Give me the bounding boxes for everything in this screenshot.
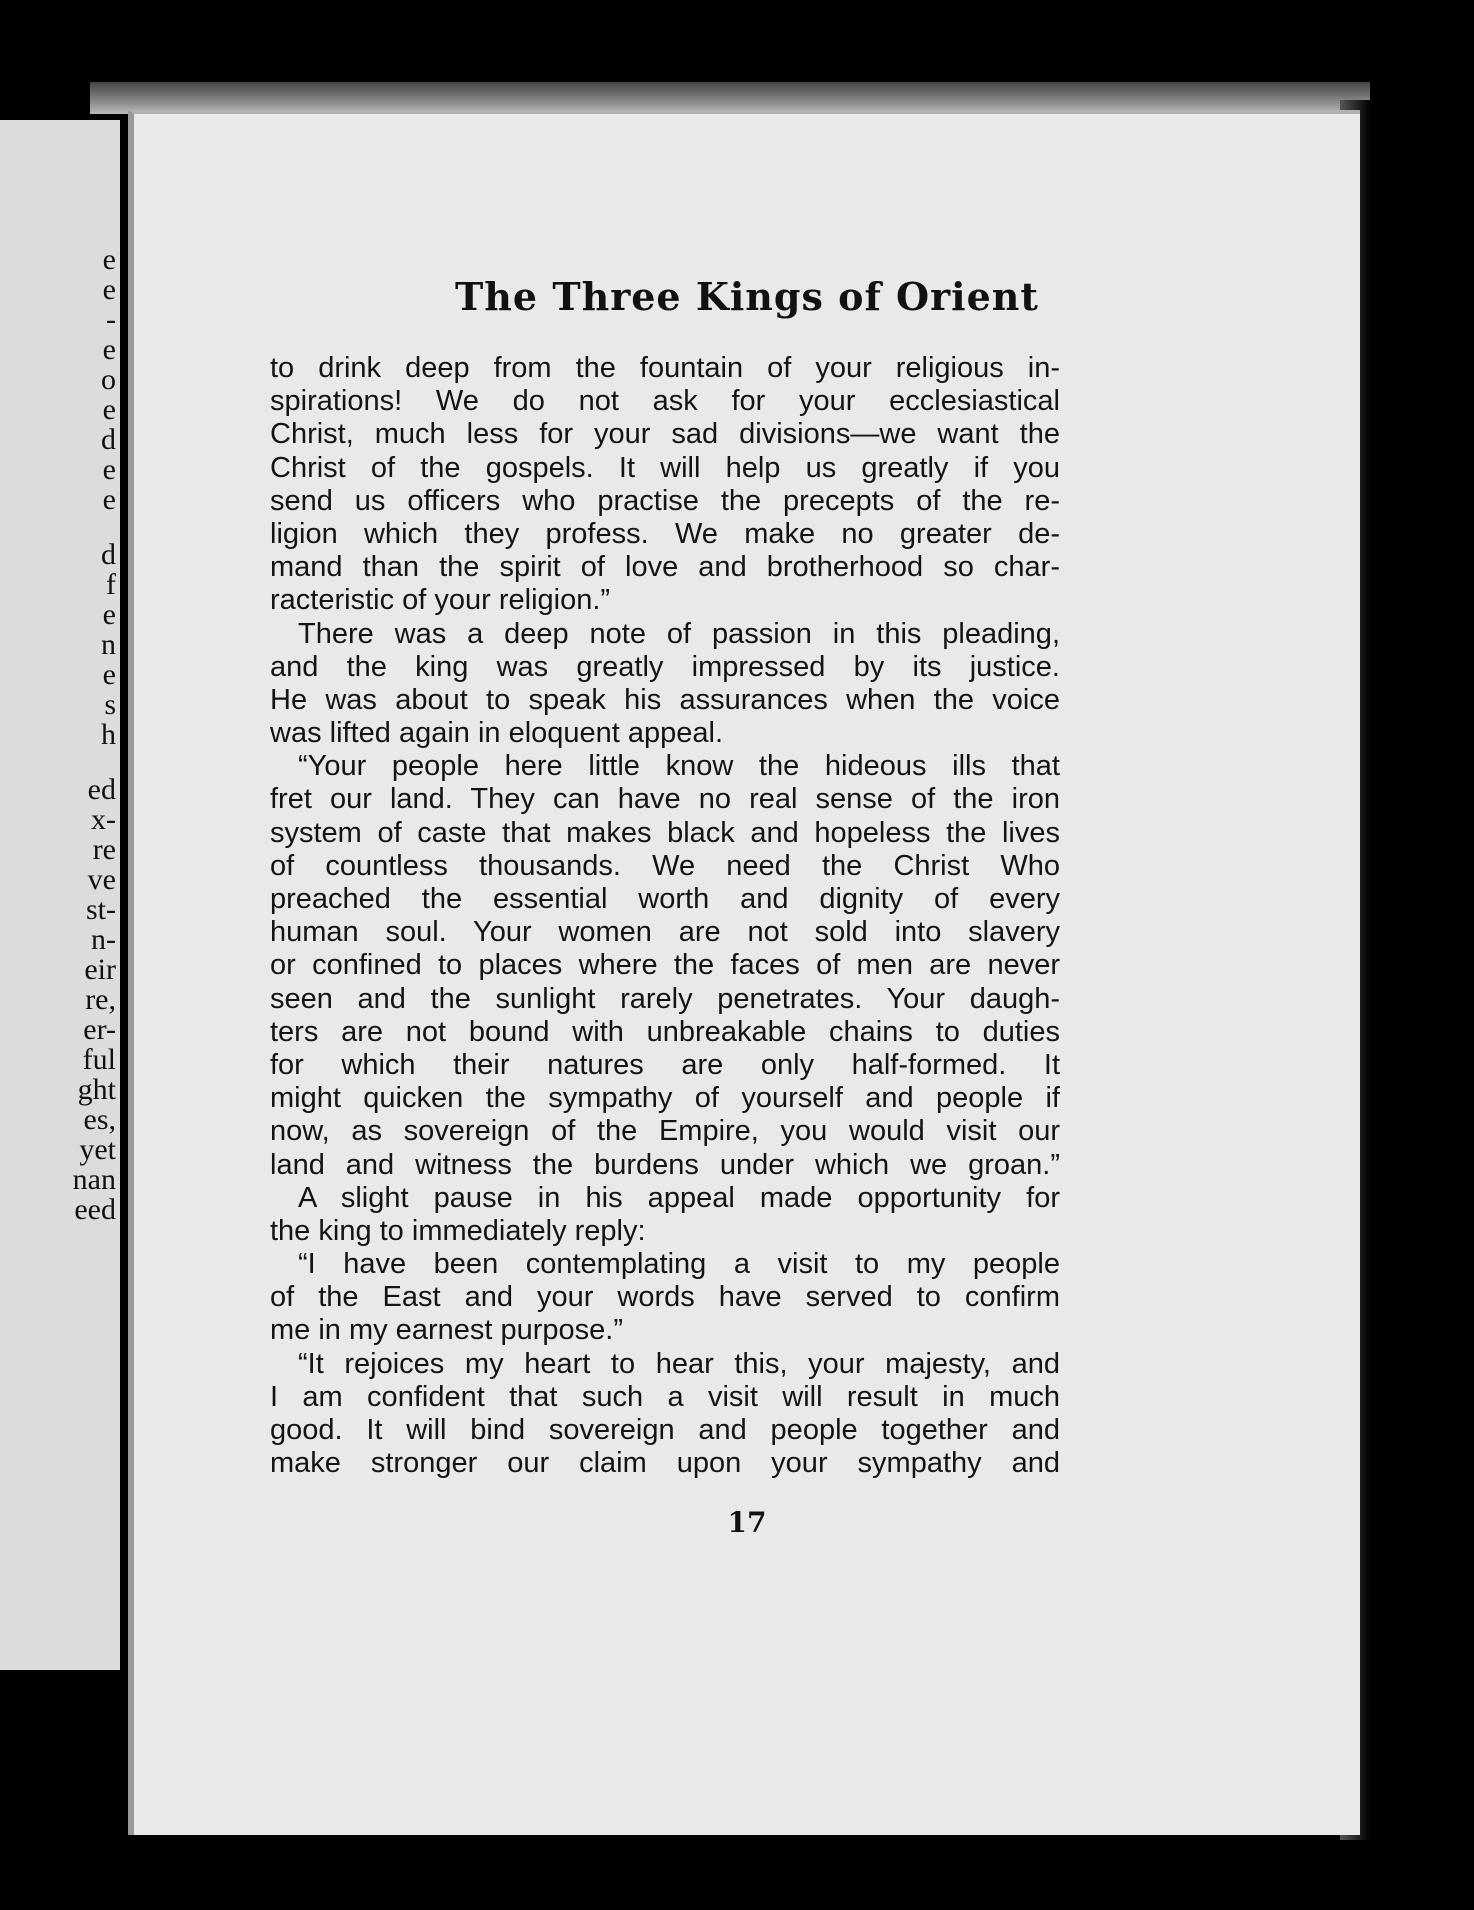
facing-page-text-fragment: - (106, 303, 116, 336)
text-line: of countless thousands. We need the Christ Who (270, 849, 1060, 882)
body-text (270, 352, 1060, 1480)
text-line: There was a deep note of passion in this pleading, (298, 617, 1060, 650)
text-line: “Your people here little know the hideous ills that (298, 750, 1060, 783)
facing-page-text-fragment: e (102, 658, 116, 691)
facing-page-text-fragment: e (102, 453, 116, 486)
text-line: He was about to speak his assurances when the voice (270, 683, 1060, 716)
facing-page-text-fragment: s (104, 688, 116, 721)
text-line: system of caste that makes black and hopeless the lives (270, 816, 1060, 849)
text-line: “It rejoices my heart to hear this, your majesty, and (298, 1347, 1060, 1380)
book-page (128, 110, 1360, 1835)
facing-page-text-fragment: es, (83, 1103, 116, 1136)
facing-page-text-fragment: o (101, 363, 116, 396)
facing-page-text-fragment: n- (91, 923, 116, 956)
facing-page-text-fragment: re (92, 833, 116, 866)
text-line: send us officers who practise the precepts of the re- (270, 484, 1060, 517)
facing-page-text-fragment: eir (84, 953, 116, 986)
text-line: seen and the sunlight rarely penetrates. Your daugh- (270, 982, 1060, 1015)
text-line: “I have been contemplating a visit to my people (298, 1248, 1060, 1281)
facing-page-text-fragment: n (101, 628, 116, 661)
running-head: The Three Kings of Orient (455, 274, 1039, 319)
page-number: 17 (727, 1506, 767, 1539)
text-line: for which their natures are only half-formed. It (270, 1048, 1060, 1081)
facing-page-text-fragment: er- (83, 1013, 116, 1046)
text-line: human soul. Your women are not sold into slavery (270, 916, 1060, 949)
facing-page-text-fragment: h (101, 718, 116, 751)
facing-page-text-fragment: e (102, 483, 116, 516)
text-line: was lifted again in eloquent appeal. (270, 717, 724, 750)
text-line: to drink deep from the fountain of your religious in- (270, 352, 1060, 384)
text-line: preached the essential worth and dignity of every (270, 883, 1060, 915)
text-line: me in my earnest purpose.” (270, 1314, 623, 1347)
facing-page-text-fragment: ed (87, 773, 116, 806)
text-line: or confined to places where the faces of men are never (270, 949, 1060, 982)
text-line: land and witness the burdens under which we groan.” (270, 1148, 1060, 1181)
text-line: A slight pause in his appeal made opportunity for (298, 1181, 1060, 1214)
facing-page-text-fragment: e (102, 333, 116, 366)
facing-page-text-fragment: ve (87, 863, 116, 896)
text-line: spirations! We do not ask for your ecclesiastical (270, 385, 1060, 418)
facing-page-text-fragment: re, (85, 983, 116, 1016)
facing-page-text-fragment: f (106, 568, 116, 601)
facing-page-text-fragment: st- (86, 893, 116, 926)
facing-page-text-fragment: e (102, 243, 116, 276)
text-line: fret our land. They can have no real sense of the iron (270, 783, 1060, 816)
facing-page-text-fragment: yet (79, 1133, 116, 1166)
facing-page-text-fragment: x- (91, 803, 116, 836)
text-line: ligion which they profess. We make no greater de- (270, 517, 1060, 550)
text-line: Christ, much less for your sad divisions—we want the (270, 418, 1060, 451)
text-line: make stronger our claim upon your sympathy and (270, 1447, 1060, 1480)
facing-page-fragment (0, 120, 120, 1670)
facing-page-text-fragment: ful (82, 1043, 116, 1076)
text-line: ters are not bound with unbreakable chains to duties (270, 1015, 1060, 1048)
text-line: now, as sovereign of the Empire, you would visit our (270, 1115, 1060, 1148)
text-line: might quicken the sympathy of yourself and people if (270, 1082, 1060, 1115)
facing-page-text-fragment: e (102, 273, 116, 306)
text-line: racteristic of your religion.” (270, 584, 611, 617)
facing-page-text-fragment: d (101, 423, 116, 456)
facing-page-text-fragment: d (101, 538, 116, 571)
text-line: and the king was greatly impressed by its justice. (270, 650, 1060, 683)
text-line: of the East and your words have served to confirm (270, 1281, 1060, 1314)
text-line: I am confident that such a visit will result in much (270, 1380, 1060, 1413)
facing-page-text-fragment: ght (77, 1073, 116, 1106)
facing-page-text-fragment: e (102, 598, 116, 631)
text-line: Christ of the gospels. It will help us greatly if you (270, 451, 1060, 484)
facing-page-text-fragment: eed (74, 1193, 116, 1226)
facing-page-text-fragment: e (102, 393, 116, 426)
facing-page-text-fragment: nan (72, 1163, 116, 1196)
text-line: good. It will bind sovereign and people together and (270, 1414, 1060, 1446)
text-line: mand than the spirit of love and brotherhood so char- (270, 551, 1060, 584)
text-line: the king to immediately reply: (270, 1214, 646, 1247)
